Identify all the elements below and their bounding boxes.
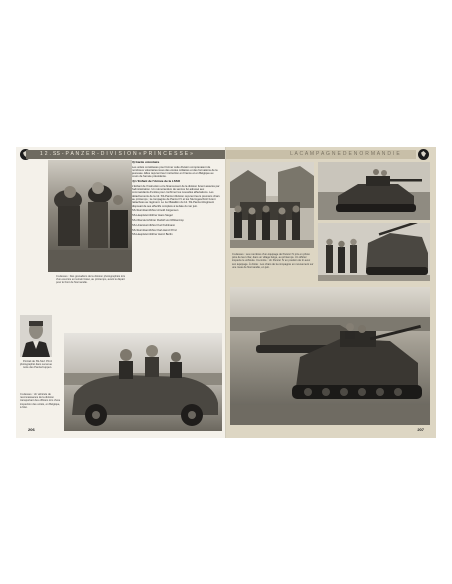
section-heading: 3) Garde volontaire xyxy=(132,161,160,164)
right-page-header: L A C A M P A G N E D E N O R M A N D I E xyxy=(226,150,416,159)
right-page xyxy=(226,147,436,438)
book-spread xyxy=(16,147,436,438)
section-paragraph: L'Enfant de l'instruction et le financement de la division furent assurés par l'administration. Un mémorandum de service fut adressé aux commandants d'unités pour confirmer les nouvelles affectations. Les détachements de la 12. SS-Panzer-Division reçurent leurs premiers chars au printemps ; la compagnie de Panzer IV et les Sturmgeschütz furent rattachées au régiment. Le 1er Bataillon du 12. SS-Panzer-Regiment disposait de ses effectifs complets à la date du 1er juin. xyxy=(132,184,220,208)
tank-column-photo xyxy=(230,287,430,425)
lower-photo-caption: Ci-dessus : Un véhicule de reconnaissance de la division transportant des officiers lors d'une inspection des unités, en Belgique, à l'été. xyxy=(20,393,61,409)
vehicle-photo xyxy=(64,333,222,431)
left-page-header: 1 2 . SS - P A N Z E R - D I V I S I O N « P R I N C E S S E » xyxy=(26,150,226,159)
article-text xyxy=(132,161,220,331)
portrait-photo xyxy=(20,315,52,357)
section-paragraph: Les unités constituées pour former cette division comprenaient de nombreux volontaires issus des écoles militaires et des formations de la jeunesse. Elles reçurent leur instruction en France et en Belgique au cours de l'année précédente. xyxy=(132,165,218,179)
upper-photo-caption: Ci-dessus : Des grenadiers de la division photographiés lors d'un exercice en terrain boisé, au printemps, avant le départ pour le front de Normandie. xyxy=(56,275,126,285)
roster-entry: SS-Obersturmführer Rudolf von Ribbentrop xyxy=(132,219,184,223)
right-page-number: 207 xyxy=(417,427,424,432)
roster-entry: SS-Sturmbannführer Arnold Jürgensen xyxy=(132,209,179,213)
division-emblem-icon xyxy=(418,149,429,160)
roster-entry: SS-Hauptsturmführer Hans Siegel xyxy=(132,214,173,218)
roster-entry: SS-Untersturmführer Karl Kuhlmann xyxy=(132,223,176,227)
tank-field-photo xyxy=(318,162,430,220)
section-heading: 4) L'Enfant de l'Armée de la LSSO xyxy=(132,179,181,184)
village-crew-photo xyxy=(230,162,314,248)
roster-entry: SS-Hauptsturmführer Heinz Berlin xyxy=(132,233,173,237)
left-page-number: 206 xyxy=(28,427,35,432)
crew-tank-photo xyxy=(318,223,430,281)
right-caption-block: Ci-dessus : Les membres d'un équipage de Panzer IV pris en photo près de leur char, dans un village belge, au printemps. Un officier inspecte le véhicule. Ci-contre : Un Panzer IV en position de tir avec son équipage. À droite : Les chars de la compagnie en mouvement sur une route de Normandie, en juin. xyxy=(232,253,314,269)
soldiers-photo xyxy=(48,160,132,272)
roster-entry: SS-Sturmbannführer Karl-Heinz Prinz xyxy=(132,228,177,232)
left-page xyxy=(16,147,226,438)
portrait-caption: Portrait de SS-Stuf. Prinz photographié dans sa tenue noire des Panzertruppen. xyxy=(19,360,52,370)
